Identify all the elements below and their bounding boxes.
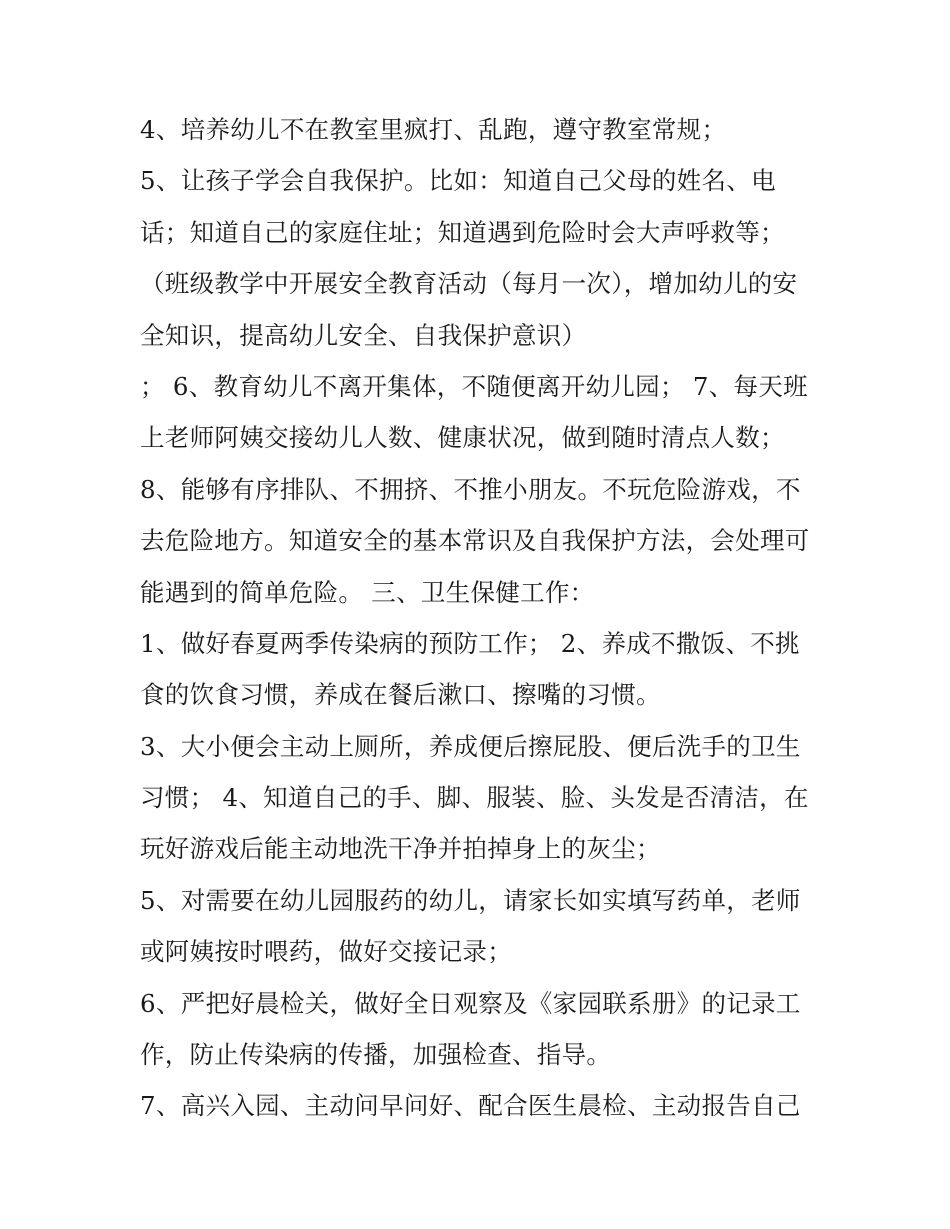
text-line: 4、培养幼儿不在教室里疯打、乱跑，遵守教室常规； xyxy=(140,115,727,144)
text-line: 5、对需要在幼儿园服药的幼儿，请家长如实填写药单，老师 xyxy=(140,885,801,915)
text-line: 习惯； 4、知道自己的手、脚、服装、脸、头发是否清洁，在 xyxy=(140,783,809,813)
text-line: 5、让孩子学会自我保护。比如：知道自己父母的姓名、电 xyxy=(140,166,776,196)
text-line: ； 6、教育幼儿不离开集体，不随便离开幼儿园； 7、每天班 xyxy=(140,371,808,401)
text-line: 话；知道自己的家庭住址；知道遇到危险时会大声呼救等； xyxy=(140,217,785,247)
text-line: 7、高兴入园、主动问早问好、配合医生晨检、主动报告自己 xyxy=(140,1091,801,1121)
body-text xyxy=(140,104,820,1132)
text-line: 3、大小便会主动上厕所，养成便后擦屁股、便后洗手的卫生 xyxy=(140,731,801,761)
text-line: 玩好游戏后能主动地洗干净并拍掉身上的灰尘； xyxy=(140,834,661,864)
text-line: 去危险地方。知道安全的基本常识及自我保护方法，会处理可 xyxy=(140,526,810,556)
text-line: 上老师阿姨交接幼儿人数、健康状况，做到随时清点人数； xyxy=(140,423,785,453)
text-line: 能遇到的简单危险。 三、卫生保健工作： xyxy=(140,577,595,607)
text-line: 1、做好春夏两季传染病的预防工作； 2、养成不撒饭、不挑 xyxy=(140,628,800,658)
text-line: 全知识，提高幼儿安全、自我保护意识） xyxy=(140,320,587,350)
text-line: 或阿姨按时喂药，做好交接记录； xyxy=(140,937,512,967)
text-line: 作，防止传染病的传播，加强检查、指导。 xyxy=(140,1040,612,1070)
text-line: 食的饮食习惯，养成在餐后漱口、擦嘴的习惯。 xyxy=(140,680,661,710)
text-line: （班级教学中开展安全教育活动（每月一次），增加幼儿的安 xyxy=(140,269,798,299)
text-line: 8、能够有序排队、不拥挤、不推小朋友。不玩危险游戏，不 xyxy=(140,474,801,504)
text-line: 6、严把好晨检关，做好全日观察及《家园联系册》的记录工 xyxy=(140,988,801,1018)
